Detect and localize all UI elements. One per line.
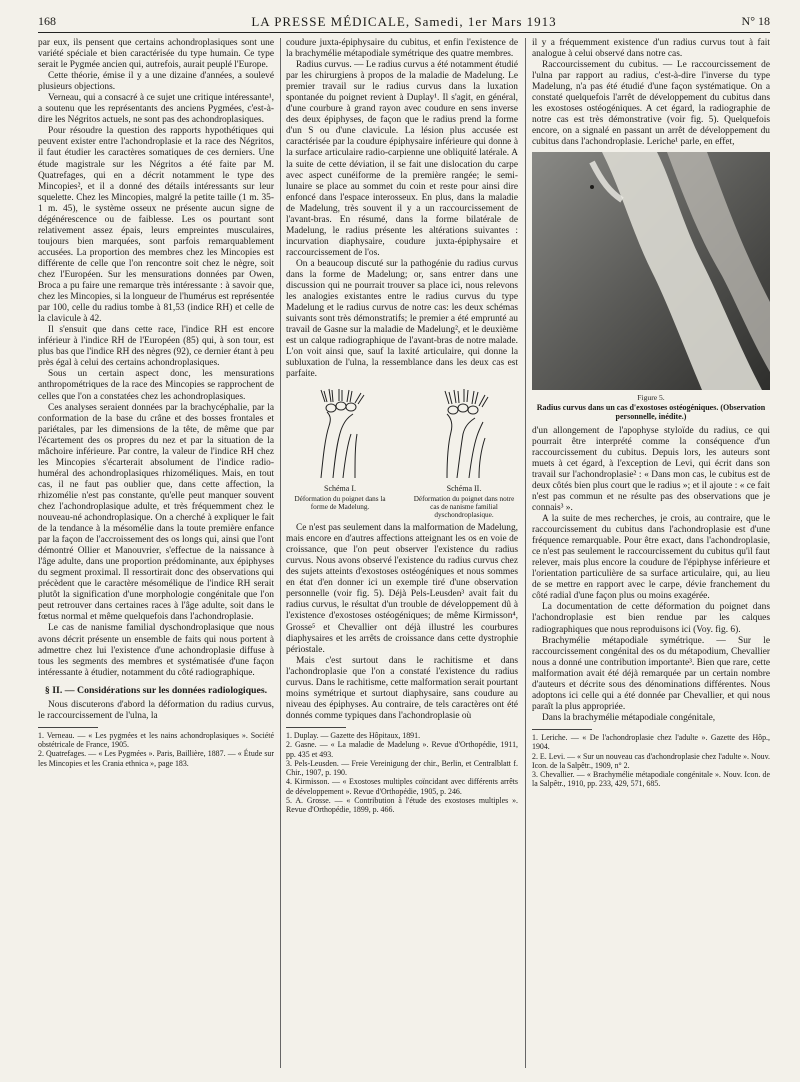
page-number: 168 <box>38 14 56 28</box>
column-2 <box>286 38 518 815</box>
paragraph: Nous discuterons d'abord la déformation du radius curvus, le raccourcissement de l'ulna, la <box>38 699 274 721</box>
footnote: 1. Verneau. — « Les pygmées et les nains achondroplasiques ». Société obstétricale de France, 1905. <box>38 730 274 750</box>
schemas-figure <box>286 388 518 519</box>
wrist-schema-1-drawing <box>309 388 371 480</box>
footnote: 4. Kirmisson. — « Exostoses multiples coïncidant avec différents arrêts de développement ». Revue d'Orthopédie, 1905, p. 246. <box>286 777 518 796</box>
paragraph: A la suite de mes recherches, je crois, au contraire, que le raccourcissement du cubitus dans l'achondroplasie est d'une fréquence remarquable. Pour être exact, dans l'achondroplasie, ce n'est pas seulement le raccourcissement du cubitus qu'il faut relever, mais plus encore la coudure de l'épiphyse inférieure et l'orientation particulière de sa surface articulaire, qui, au lieu de se mettre en rapport avec le carpe, dévie franchement du côté radial d'une façon plus ou moins exagérée. <box>532 514 770 602</box>
footnote: 5. A. Grosse. — « Contribution à l'étude des exostoses multiples ». Revue d'Orthopédie, 1899, p. 466. <box>286 796 518 815</box>
radiograph-figure <box>532 152 770 390</box>
footnote: 2. E. Levi. — « Sur un nouveau cas d'achondroplasie chez l'adulte ». Nouv. Icon. de la Salpêtr., 1909, n° 2. <box>532 751 770 770</box>
paragraph: La documentation de cette déformation du poignet dans l'achondroplasie est bien rendue par les calques radiographiques que nous reproduisons ici (Voy. fig. 6). <box>532 602 770 635</box>
footnote: 1. Duplay. — Gazette des Hôpitaux, 1891. <box>286 730 421 740</box>
paragraph: Cette théorie, émise il y a une dizaine d'années, a soulevé plusieurs objections. <box>38 71 274 93</box>
schema-title: Schéma I. <box>324 484 356 494</box>
column-rule <box>525 38 526 1068</box>
paragraph: d'un allongement de l'apophyse styloïde du radius, ce qui pourrait être interprété comme la conséquence d'un raccourcissement du cubitus. Depuis lors, les auteurs sont muets à cet égard, à l'exception de Levi, qui écrit dans son travail sur l'achondroplasie² : « Dans mon cas, le cubitus est de deux côtés bien plus court que le radius »; et il ajoute : « ce fait n'est pas commun et ne résulte pas des observations que je connais³ ». <box>532 425 770 514</box>
schema-title: Schéma II. <box>446 484 482 494</box>
footnote: 1. Leriche. — « De l'achondroplasie chez l'adulte ». Gazette des Hôp., 1904. <box>532 732 770 752</box>
footnote: 2. Quatrefages. — « Les Pygmées ». Paris, Baillière, 1887. — « Étude sur les Mincopies et les Crania ethnica », page 183. <box>38 749 274 768</box>
section-heading: § II. — Considérations sur les données radiologiques. <box>44 684 268 696</box>
figure-caption-text: Radius curvus dans un cas d'exostoses ostéogéniques. (Observation personnelle, inédite.) <box>536 402 766 422</box>
paragraph: Mais c'est surtout dans le rachitisme et dans l'achondroplasie que l'on a constaté l'existence du radius curvus. Dans le rachitisme, cette malformation serait pourtant moins symétrique et surtout diaphysaire, sans coudure au niveau des épiphyses. Au contraire, de tels caractères ont été donnés comme typiques dans l'achondroplasie où <box>286 655 518 721</box>
journal-title: LA PRESSE MÉDICALE, Samedi, 1er Mars 1913 <box>251 14 557 29</box>
footnote: 2. Gasne. — « La maladie de Madelung ». Revue d'Orthopédie, 1911, pp. 435 et 493. <box>286 740 518 759</box>
paragraph: Ces analyses seraient données par la brachycéphalie, par la conformation de la base du crâne et des bosses frontales et pariétales, par les dimensions de la tête, de même que par l'écartement des os propres du nez et par la situation de la mâchoire inférieure. Par contre, la valeur de l'indice RH chez les Mincopies s'écarterait absolument de l'indice radio-huméral des achondroplasiques rhizoméliques. Mais, en tout cas, il ne faut pas oublier que, dans cette affection, la rhizomélie n'est pas constante, qu'elle peut manquer souvent chez l'achondroplasique adulte, et très fréquemment chez le nouveau-né achondroplasique. On a cherché à expliquer le fait de la tendance à la mésomélie dans la toute première enfance par la façon de l'accroissement des os longs qui, ainsi que l'ont démontré Ollier et Manouvrier, s'effectue de la naissance à l'âge adulte, dans une proportion prédominante, aux épiphyses du segment proximal. Il ressortirait donc des observations qui précèdent que le caractère mésomélique de l'indice RH serait plutôt la signification d'une morphologie congénitale que l'on peut retrouver dans certaines races à l'âge adulte, soit dans le fœtus normal et même quelquefois dans l'achondroplasie. <box>38 402 274 623</box>
page-header <box>38 14 770 33</box>
schema-caption: Déformation du poignet dans notre cas de nanisme familial dyschondroplasique. <box>413 494 515 519</box>
figure-number: Figure 5. <box>637 393 665 403</box>
figure-caption <box>532 393 770 421</box>
schema-2 <box>410 388 518 519</box>
footnote-separator <box>38 727 98 728</box>
footnote: 3. Chevallier. — « Brachymélie métapodiale congénitale ». Nouv. Icon. de la Salpêtr., 1910, pp. 233, 429, 571, 685. <box>532 770 770 789</box>
paragraph: Radius curvus. — Le radius curvus a été notamment étudié par les chirurgiens à propos de la maladie de Madelung. Le premier travail sur le radius curvus dans la luxation spontanée du poignet revient à Duplay¹. Il s'agit, en général, d'une courbure à grand rayon avec coudure en sens inverse des deux épiphyses, de façon que le radius prend la forme d'un S ou d'une clavicule. La lésion plus accusée est caractérisée par la coudure épiphysaire inférieure qui donne à la surface articulaire radio-carpienne une obliquité latérale. A la suite de cette déviation, il se fait une dislocation du carpe avec aspect cunéiforme de la première rangée; le semi-lunaire se place au sommet du coin et reste pour ainsi dire enfoncé dans l'espace interosseux. En plus, dans la maladie de Madelung, très souvent il y a un raccourcissement de l'avant-bras. En résumé, dans la forme bilatérale de Madelung, le radius présente les altérations suivantes : incurvation diaphysaire, coudure juxta-épiphysaire et raccourcissement de l'os. <box>286 60 518 258</box>
column-3 <box>532 38 770 789</box>
column-1 <box>38 38 274 768</box>
paragraph: par eux, ils pensent que certains achondroplasiques sont une variété spéciale et bien caractérisée du type humain. Ce type serait le Pygmée ancien qui, autrefois, aurait peuplé l'Europe. <box>38 38 274 71</box>
paragraph: Pour résoudre la question des rapports hypothétiques qui peuvent exister entre l'achondroplasie et la race des Négritos, il faut étudier les caractères somatiques de ces derniers. Une étude magistrale sur les Négritos a été faite par M. Quatrefages, qui en a décrit notamment le type des Mincopies², et il a donné des détails intéressants sur leur squelette. Chez les Mincopies, malgré la petite taille (1 m. 35-1 m. 45), le système osseux ne présente aucun signe de dégénérescence ou de faiblesse. Les os pourtant sont relativement assez épais, leurs empreintes musculaires, toujours bien marquées, sont parfois remarquablement accusées. La proportion des membres chez les Mincopies est différente de celle que l'on rencontre soit chez le nègre, soit chez l'Européen. Sur les mensurations données par Owen, Broca a pu faire une remarque très intéressante : à savoir que, chez les Mincopies, si la longueur de l'humérus est représentée par 100, celle du radius tombe à 81,53 (indice RH) et celle de la clavicule à 42. <box>38 126 274 325</box>
paragraph: Raccourcissement du cubitus. — Le raccourcissement de l'ulna par rapport au radius, c'est-à-dire l'inverse du type Madelung, n'a pas été étudié d'une façon systématique. On a constaté quelquefois l'arrêt de développement du cubitus dans les exostoses ostéogéniques. A cet égard, la radiographie de notre cas est très démonstrative (voir fig. 5). Quelquefois encore, on a signalé en passant un arrêt de développement du cubitus dans l'achondroplasie. Leriche¹ parle, en effet, <box>532 60 770 148</box>
column-rule <box>280 38 281 1068</box>
footnote: 3. Pels-Leusden. — Freie Vereinigung der chir., Berlin, et Centralblatt f. Chir., 1907, p. 190. <box>286 758 518 778</box>
footnote-separator <box>532 729 592 730</box>
paragraph: Dans la brachymélie métapodiale congénitale, <box>542 712 716 723</box>
footnote-separator <box>286 727 346 728</box>
paragraph: Il s'ensuit que dans cette race, l'indice RH est encore inférieur à l'indice RH de l'Européen (85) qui, à son tour, est plus bas que l'indice RH des nègres (92), ce dernier étant à peu près égal à celui des certains achondroplasiques. <box>38 325 274 369</box>
paragraph: Sous un certain aspect donc, les mensurations anthropométriques de la race des Mincopies se rapprochent de celles que l'on a constatées chez les achondroplasiques. <box>38 369 274 402</box>
paragraph: On a beaucoup discuté sur la pathogénie du radius curvus dans la forme de Madelung; or, sans entrer dans une discussion qui ne pourrait trouver sa place ici, nous relevons les analogies existantes entre le radius curvus du type Madelung et le radius curvus de notre cas: les deux schémas suivants sont très démonstratifs; le premier a été emprunté au travail de Gasne sur la maladie de Madelung², et le deuxième est un calque radiographique de l'avant-bras de notre malade. L'on voit ainsi que, sauf la laxité articulaire, qui donne la subluxation de l'ulna, la ressemblance dans les deux cas est parfaite. <box>286 258 518 380</box>
paragraph: Le cas de nanisme familial dyschondroplasique que nous avons décrit présente un ensemble de faits qui nous portent à admettre chez lui l'existence d'une achondroplasie diffuse à tous les segments des membres et systématisée d'une façon intéressante à étudier, notamment du côté radiographique. <box>38 623 274 678</box>
paragraph: Brachymélie métapodiale symétrique. — Sur le raccourcissement congénital des os du métapodium, Chevallier nous a donné une contribution importante³. Bien que rare, cette malformation avait été déjà remarquée par un certain nombre d'auteurs et décrite sous des dénominations différentes. Nous adoptons ici celle qui a été donnée par Chevallier, et qui nous paraît la plus appropriée. <box>532 635 770 712</box>
wrist-schema-2-drawing <box>433 388 495 480</box>
paragraph: il y a fréquemment existence d'un radius curvus tout à fait analogue à celui observé dans notre cas. <box>532 38 770 60</box>
issue-number: N° 18 <box>741 14 770 28</box>
schema-1 <box>286 388 394 519</box>
paragraph: Ce n'est pas seulement dans la malformation de Madelung, mais encore en d'autres affections atteignant les os en voie de croissance, que l'on peut observer l'existence du radius curvus. Nous avons observé l'existence du radius curvus chez des sujets atteints d'exostoses ostéogéniques et nous sommes en état d'en donner ici un exemple tiré d'une observation personnelle (voir fig. 5). Déjà Pels-Leusden³ avait fait du radius curvus, le résultat d'un trouble de développement dû à l'existence d'exostoses ostéogéniques; de même Kirmisson⁴, Grosse⁵ et Chevallier ont déjà illustré les courbures diaphysaires et les arrêts de croissance dans cette dystrophie périostale. <box>286 523 518 655</box>
paragraph: Verneau, qui a consacré à ce sujet une critique intéressante¹, a soutenu que les représentants des anciens Pygmées, c'est-à-dire les Négritos actuels, ne sont pas des achondroplasiques. <box>38 93 274 126</box>
schema-caption: Déformation du poignet dans la forme de Madelung. <box>294 494 386 511</box>
paragraph: coudure juxta-épiphysaire du cubitus, et enfin l'existence de la brachymélie métapodiale symétrique des quatre membres. <box>286 38 518 60</box>
